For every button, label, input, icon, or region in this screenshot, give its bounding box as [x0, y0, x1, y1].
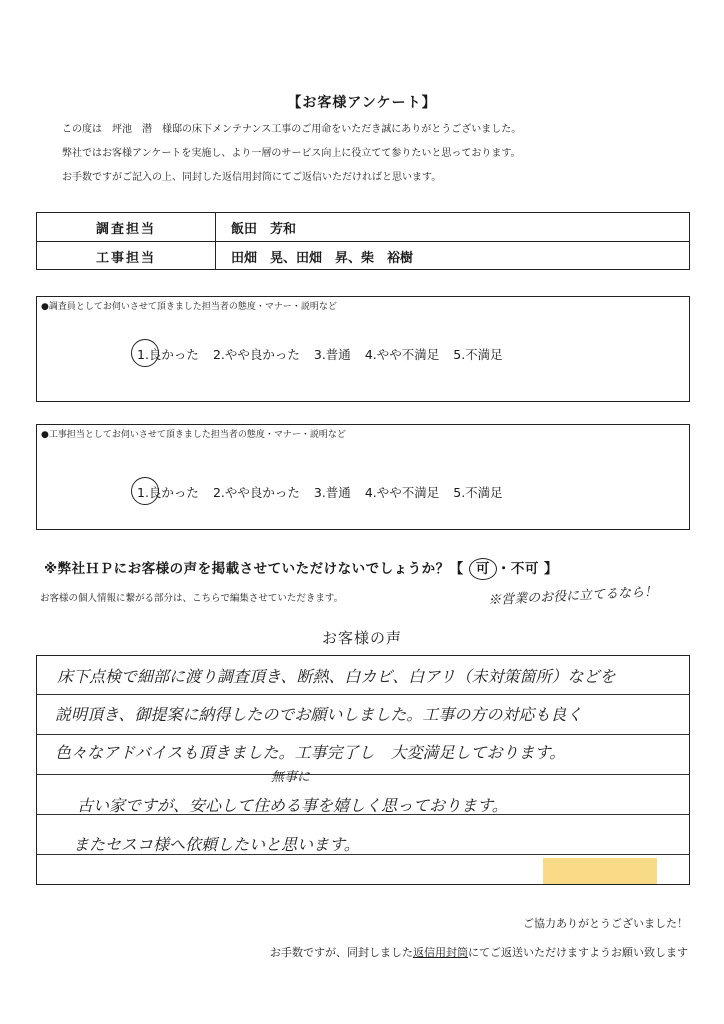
hp-option-no[interactable]: 不可	[510, 561, 539, 577]
survey-staff-row	[37, 213, 689, 241]
return-note-before: お手数ですが、同封しました	[270, 946, 413, 959]
survey-rating-question: ●調査員としてお伺いさせて頂きました担当者の態度・マナー・説明など	[41, 302, 337, 312]
staff-table	[36, 212, 690, 270]
selected-circle-icon	[131, 477, 159, 505]
intro-line-2: 弊社ではお客様アンケートを実施し、より一層のサービス向上に役立てて参りたいと思っております。	[62, 148, 521, 159]
voice-line-3: 色々なアドバイスも頂きました。工事完了し 大変満足しております。	[55, 743, 566, 762]
work-option-3[interactable]: 3.普通	[313, 485, 351, 500]
voice-line-4: 古い家ですが、安心して住める事を嬉しく思っております。	[77, 796, 508, 815]
hp-option-yes[interactable]: 可	[469, 558, 497, 580]
thanks-text: ご協力ありがとうございました！	[523, 917, 688, 930]
work-option-2[interactable]: 2.やや良かった	[212, 485, 300, 500]
work-option-4[interactable]: 4.やや不満足	[364, 485, 440, 500]
voice-box	[36, 655, 690, 885]
work-rating-box	[36, 424, 690, 530]
work-staff-row	[37, 241, 689, 270]
voice-title: お客様の声	[321, 629, 402, 647]
return-note-after: にてご返送いただけますようお願い致します	[468, 946, 688, 959]
work-rating-question: ●工事担当としてお伺いさせて頂きました担当者の態度・マナー・説明など	[41, 430, 346, 440]
work-staff-value: 田畑 晃、田畑 昇、柴 裕樹	[231, 250, 414, 266]
voice-line-2: 説明頂き、御提案に納得したのでお願いしました。工事の方の対応も良く	[55, 705, 583, 724]
intro-line-3: お手数ですがご記入の上、同封した返信用封筒にてご返信いただければと思います。	[62, 172, 442, 183]
survey-option-4[interactable]: 4.やや不満足	[364, 347, 440, 362]
return-note	[270, 944, 688, 960]
handwritten-note: ※営業のお役に立てるなら！	[487, 584, 658, 609]
survey-option-2[interactable]: 2.やや良かった	[212, 347, 300, 362]
privacy-note: お客様の個人情報に繋がる部分は、こちらで編集させていただきます。	[40, 593, 344, 604]
intro-line-1: この度は 坪池 潜 様邸の床下メンテナンス工事のご用命をいただき誠にありがとうございました。	[62, 124, 522, 135]
survey-rating-box	[36, 296, 690, 402]
voice-line-5: またセスコ様へ依頼したいと思います。	[73, 835, 360, 854]
survey-staff-value: 飯田 芳和	[231, 221, 297, 237]
hp-permission-question	[44, 557, 558, 580]
work-option-5[interactable]: 5.不満足	[453, 485, 503, 500]
survey-option-1[interactable]: 1.良かった	[137, 347, 199, 362]
survey-rating-options	[137, 345, 517, 363]
hp-bracket-close: 】	[544, 561, 559, 577]
hp-question-text: ※弊社ＨＰにお客様の声を掲載させていただけないでしょうか？【	[44, 561, 464, 577]
work-option-1[interactable]: 1.良かった	[137, 485, 199, 500]
voice-insert-text: 無事に	[271, 770, 311, 785]
survey-staff-label: 調査担当	[37, 213, 216, 241]
work-rating-options	[137, 483, 517, 501]
page-title: 【お客様アンケート】	[287, 95, 437, 111]
return-envelope-text: 返信用封筒	[413, 946, 468, 959]
survey-option-5[interactable]: 5.不満足	[453, 347, 503, 362]
hp-separator: ・	[496, 561, 511, 577]
selected-circle-icon	[131, 339, 159, 367]
work-staff-label: 工事担当	[37, 242, 216, 270]
voice-line-1: 床下点検で細部に渡り調査頂き、断熱、白カビ、白アリ（未対策箇所）などを	[57, 667, 616, 686]
survey-option-3[interactable]: 3.普通	[313, 347, 351, 362]
